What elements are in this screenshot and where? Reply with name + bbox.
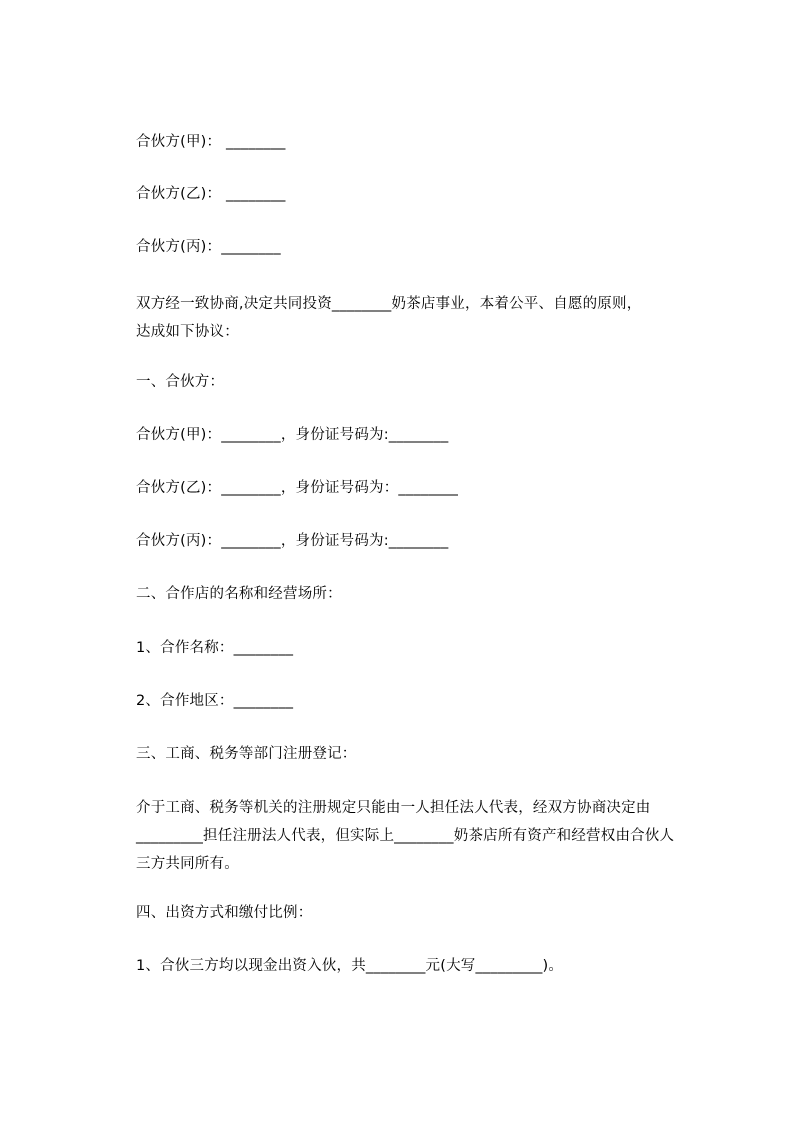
- section3-line-3: 三方共同所有。: [136, 856, 239, 872]
- section1-heading: 一、合伙方：: [136, 374, 225, 390]
- section2-item-name: 1、合作名称：________: [136, 640, 294, 656]
- section4-item-1: 1、合伙三方均以现金出资入伙，共________元(大写_________)。: [136, 958, 564, 974]
- section1-item-a: 合伙方(甲)：________，身份证号码为:________: [136, 427, 449, 443]
- intro-line-2: 达成如下协议：: [136, 324, 239, 340]
- partner-a-line: 合伙方(甲)： ________: [136, 134, 286, 150]
- section3-line-2: _________担任注册法人代表，但实际上________奶茶店所有资产和经营权由合伙人: [136, 828, 675, 844]
- partner-c-line: 合伙方(丙)：________: [136, 239, 281, 255]
- intro-paragraph: [136, 290, 706, 346]
- section3-heading: 三、工商、税务等部门注册登记：: [136, 746, 357, 762]
- section3-paragraph: [136, 794, 706, 878]
- section4-heading: 四、出资方式和缴付比例：: [136, 905, 313, 921]
- section2-heading: 二、合作店的名称和经营场所：: [136, 586, 342, 602]
- partner-b-line: 合伙方(乙)： ________: [136, 186, 286, 202]
- intro-line-1: 双方经一致协商,决定共同投资________奶茶店事业，本着公平、自愿的原则，: [136, 296, 642, 312]
- section1-item-c: 合伙方(丙)：________，身份证号码为:________: [136, 533, 449, 549]
- section3-line-1: 介于工商、税务等机关的注册规定只能由一人担任法人代表，经双方协商决定由: [136, 800, 651, 816]
- section2-item-area: 2、合作地区：________: [136, 693, 294, 709]
- section1-item-b: 合伙方(乙)：________，身份证号码为：________: [136, 480, 459, 496]
